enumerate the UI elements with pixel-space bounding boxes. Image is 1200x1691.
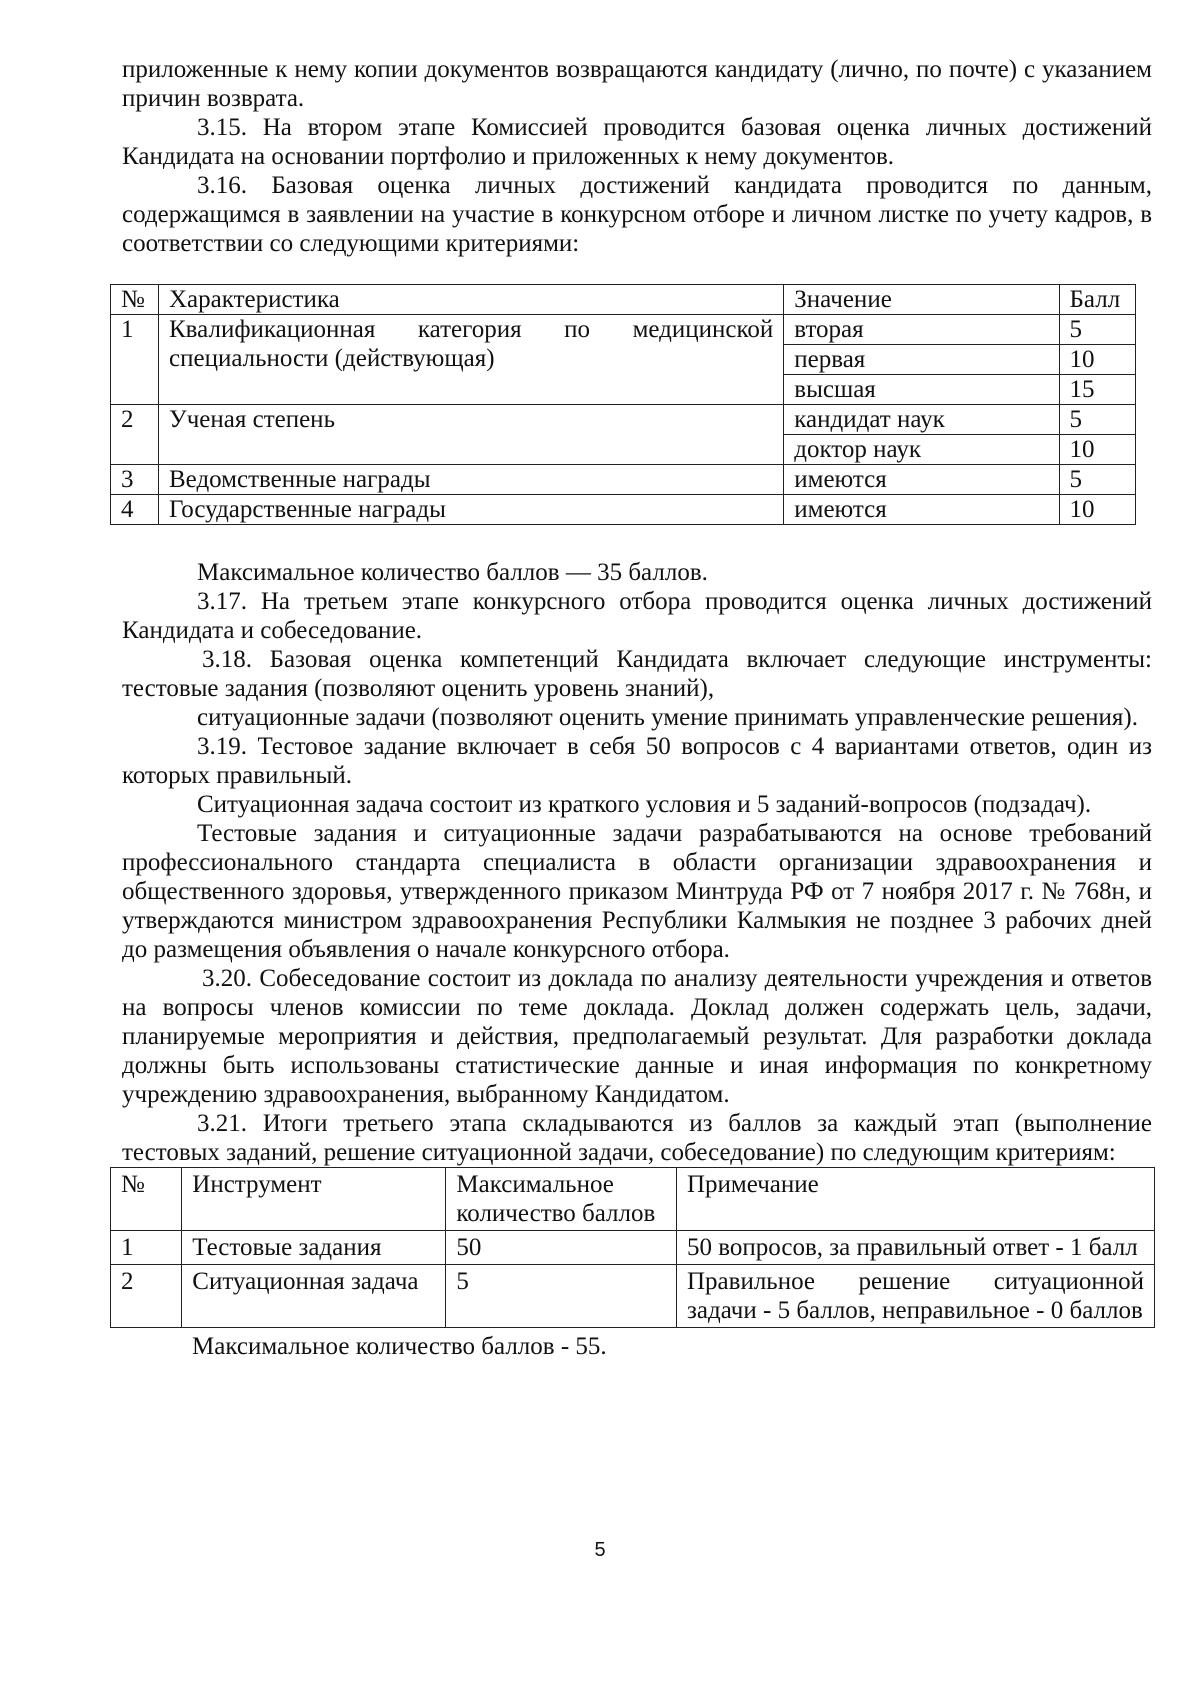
header-cell: №: [111, 285, 159, 315]
paragraph-3-21: 3.21. Итоги третьего этапа складываются из баллов за каждый этап (выполнение тестовых заданий, решение ситуационной задачи, собеседование) по следующим критериям:: [122, 1110, 1152, 1166]
paragraph-3-18-continued: ситуационные задачи (позволяют оценить умение принимать управленческие решения).: [197, 704, 1138, 731]
value-cell: первая: [784, 345, 1059, 375]
paragraph-3-19-tests: Тестовые задания и ситуационные задачи разрабатываются на основе требований профессионального стандарта специалиста в области организации здравоохранения и общественного здоровья, утвержденного приказом Минтруда РФ от 7 ноября 2017 г. № 768н, и утверждаются министром здравоохранения Республики Калмыкия не позднее 3 рабочих дней до размещения объявления о начале конкурсного отбора.: [122, 820, 1152, 963]
max-score-cell: 50: [446, 1231, 677, 1265]
table-row: [111, 1265, 1155, 1328]
score-cell: 10: [1059, 345, 1135, 375]
value-cell: доктор наук: [784, 435, 1059, 465]
header-cell: Балл: [1059, 285, 1135, 315]
characteristic-line: Квалификационная категория по медицинской: [169, 316, 774, 343]
row-number: 2: [111, 1265, 182, 1328]
score-cell: 5: [1059, 465, 1135, 495]
characteristic-cell: [159, 315, 784, 405]
row-number: 1: [111, 315, 159, 405]
paragraph-continuation: приложенные к нему копии документов возвращаются кандидату (лично, по почте) с указанием причин возврата.: [122, 56, 1152, 112]
score-cell: 10: [1059, 435, 1135, 465]
row-number: 2: [111, 405, 159, 465]
paragraph-3-20: 3.20. Собеседование состоит из доклада по анализу деятельности учреждения и ответов на вопросы членов комиссии по теме доклада. Доклад должен содержать цель, задачи, планируемые мероприятия и действия, предполагаемый результат. Для разработки доклада должны быть использованы статистические данные и иная информация по конкретному учреждению здравоохранения, выбранному Кандидатом.: [122, 965, 1152, 1108]
max-score-55: Максимальное количество баллов - 55.: [192, 1333, 607, 1360]
characteristic-cell: Ведомственные награды: [159, 465, 784, 495]
row-number: 4: [111, 495, 159, 525]
table-header-row: [111, 1168, 1155, 1231]
paragraph-3-15: 3.15. На втором этапе Комиссией проводится базовая оценка личных достижений Кандидата на основании портфолио и приложенных к нему документов.: [122, 114, 1152, 170]
table-row: [111, 465, 1136, 495]
header-cell: Максимальное количество баллов: [446, 1168, 677, 1231]
paragraph-3-17: 3.17. На третьем этапе конкурсного отбора проводится оценка личных достижений Кандидата и собеседование.: [122, 588, 1152, 644]
tool-cell: Ситуационная задача: [182, 1265, 446, 1328]
table-row: [111, 495, 1136, 525]
table-row: [111, 405, 1136, 435]
header-cell: Характеристика: [159, 285, 784, 315]
header-cell: Примечание: [677, 1168, 1155, 1231]
header-cell: №: [111, 1168, 182, 1231]
table-header-row: [111, 285, 1136, 315]
criteria-table: [110, 284, 1136, 525]
table-row: [111, 1231, 1155, 1265]
characteristic-cell: Государственные награды: [159, 495, 784, 525]
value-cell: кандидат наук: [784, 405, 1059, 435]
score-cell: 5: [1059, 405, 1135, 435]
max-score-cell: 5: [446, 1265, 677, 1328]
row-number: 1: [111, 1231, 182, 1265]
characteristic-cell: Ученая степень: [159, 405, 784, 465]
score-cell: 10: [1059, 495, 1135, 525]
paragraph-3-19: 3.19. Тестовое задание включает в себя 50 вопросов с 4 вариантами ответов, один из которых правильный.: [122, 733, 1152, 789]
note-cell: 50 вопросов, за правильный ответ - 1 балл: [677, 1231, 1155, 1265]
header-cell: Значение: [784, 285, 1059, 315]
max-score-35: Максимальное количество баллов — 35 баллов.: [197, 559, 708, 586]
score-cell: 15: [1059, 375, 1135, 405]
value-cell: высшая: [784, 375, 1059, 405]
paragraph-3-16: 3.16. Базовая оценка личных достижений кандидата проводится по данным, содержащимся в заявлении на участие в конкурсном отборе и личном листке по учету кадров, в соответствии со следующими критериями:: [122, 172, 1152, 257]
value-cell: имеются: [784, 465, 1059, 495]
row-number: 3: [111, 465, 159, 495]
value-cell: вторая: [784, 315, 1059, 345]
page-number: 5: [594, 1539, 606, 1561]
document-page: [122, 55, 1152, 1361]
paragraph-3-18: 3.18. Базовая оценка компетенций Кандидата включает следующие инструменты: тестовые задания (позволяют оценить уровень знаний),: [122, 646, 1152, 702]
tools-table: [110, 1167, 1155, 1328]
score-cell: 5: [1059, 315, 1135, 345]
characteristic-line: специальности (действующая): [169, 345, 495, 372]
value-cell: имеются: [784, 495, 1059, 525]
header-cell: Инструмент: [182, 1168, 446, 1231]
note-cell: Правильное решение ситуационной задачи - 5 баллов, неправильное - 0 баллов: [677, 1265, 1155, 1328]
tool-cell: Тестовые задания: [182, 1231, 446, 1265]
table-row: [111, 315, 1136, 345]
paragraph-3-19-situational: Ситуационная задача состоит из краткого условия и 5 заданий-вопросов (подзадач).: [197, 791, 1092, 818]
